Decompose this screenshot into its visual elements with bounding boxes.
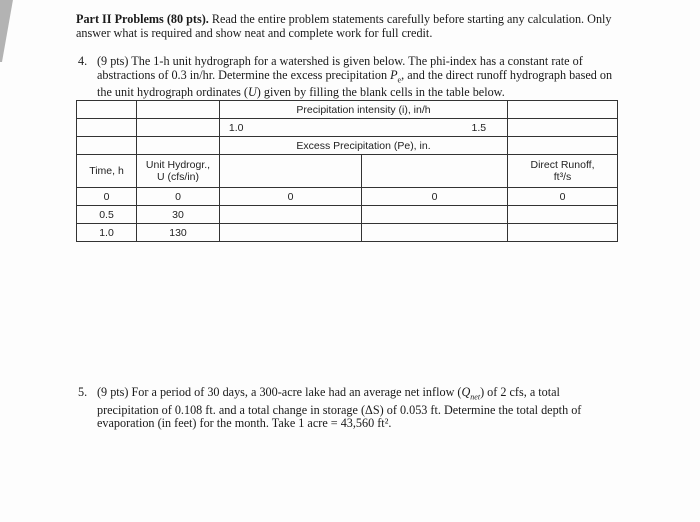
problem-5: 5. (9 pts) For a period of 30 days, a 300-acre lake had an average net inflow $(Q_{net})$ of 2 cfs, a total precipitation of 0.108 ft. and a total change in storage (ΔS) of 0.053 ft. Determine the total depth of evaporation (in feet) for the month. Take 1 acre = 43,560 ft².	[78, 385, 582, 431]
col-uh-header: Unit Hydrogr., U (cfs/in)	[137, 155, 220, 188]
table-row: 1.0 130	[77, 224, 618, 242]
table-header-row	[77, 155, 618, 188]
problem-number: 5.	[78, 385, 88, 399]
instructions-text: Read the entire problem statements carefully before starting any calculation. Only answer what is required and show neat and complete work for full credit.	[76, 12, 612, 40]
intensity-1: 1.0	[228, 121, 244, 134]
pencil-mark-icon	[0, 0, 22, 64]
intensity-2: 1.5	[471, 121, 487, 134]
table-row	[77, 101, 618, 119]
col-time-header: Time, h	[77, 155, 137, 188]
problem-number: 4.	[78, 54, 88, 68]
col-dr-header: Direct Runoff, ft³/s	[508, 155, 618, 188]
table-row	[77, 119, 618, 137]
intensity-values	[220, 119, 508, 137]
section-heading: Part II Problems (80 pts).	[76, 12, 209, 26]
hydrograph-table	[76, 100, 618, 242]
excess-precip-header: Excess Precipitation (Pe), in.	[220, 137, 508, 155]
problem-4: 4. (9 pts) The 1-h unit hydrograph for a watershed is given below. The phi-index has a constant rate of abstractions of 0.3 in/hr. Determine the excess precipitation $P_e$, and the direct runoff hydrograph based on the unit hydrograph ordinates (U) given by filling the blank cells in the table below.	[78, 54, 613, 100]
precip-intensity-header: Precipitation intensity (i), in/h	[220, 101, 508, 119]
instructions	[76, 12, 646, 40]
table-row: 0.5 30	[77, 206, 618, 224]
table-row: 0 0 0 0 0	[77, 188, 618, 206]
table-row	[77, 137, 618, 155]
